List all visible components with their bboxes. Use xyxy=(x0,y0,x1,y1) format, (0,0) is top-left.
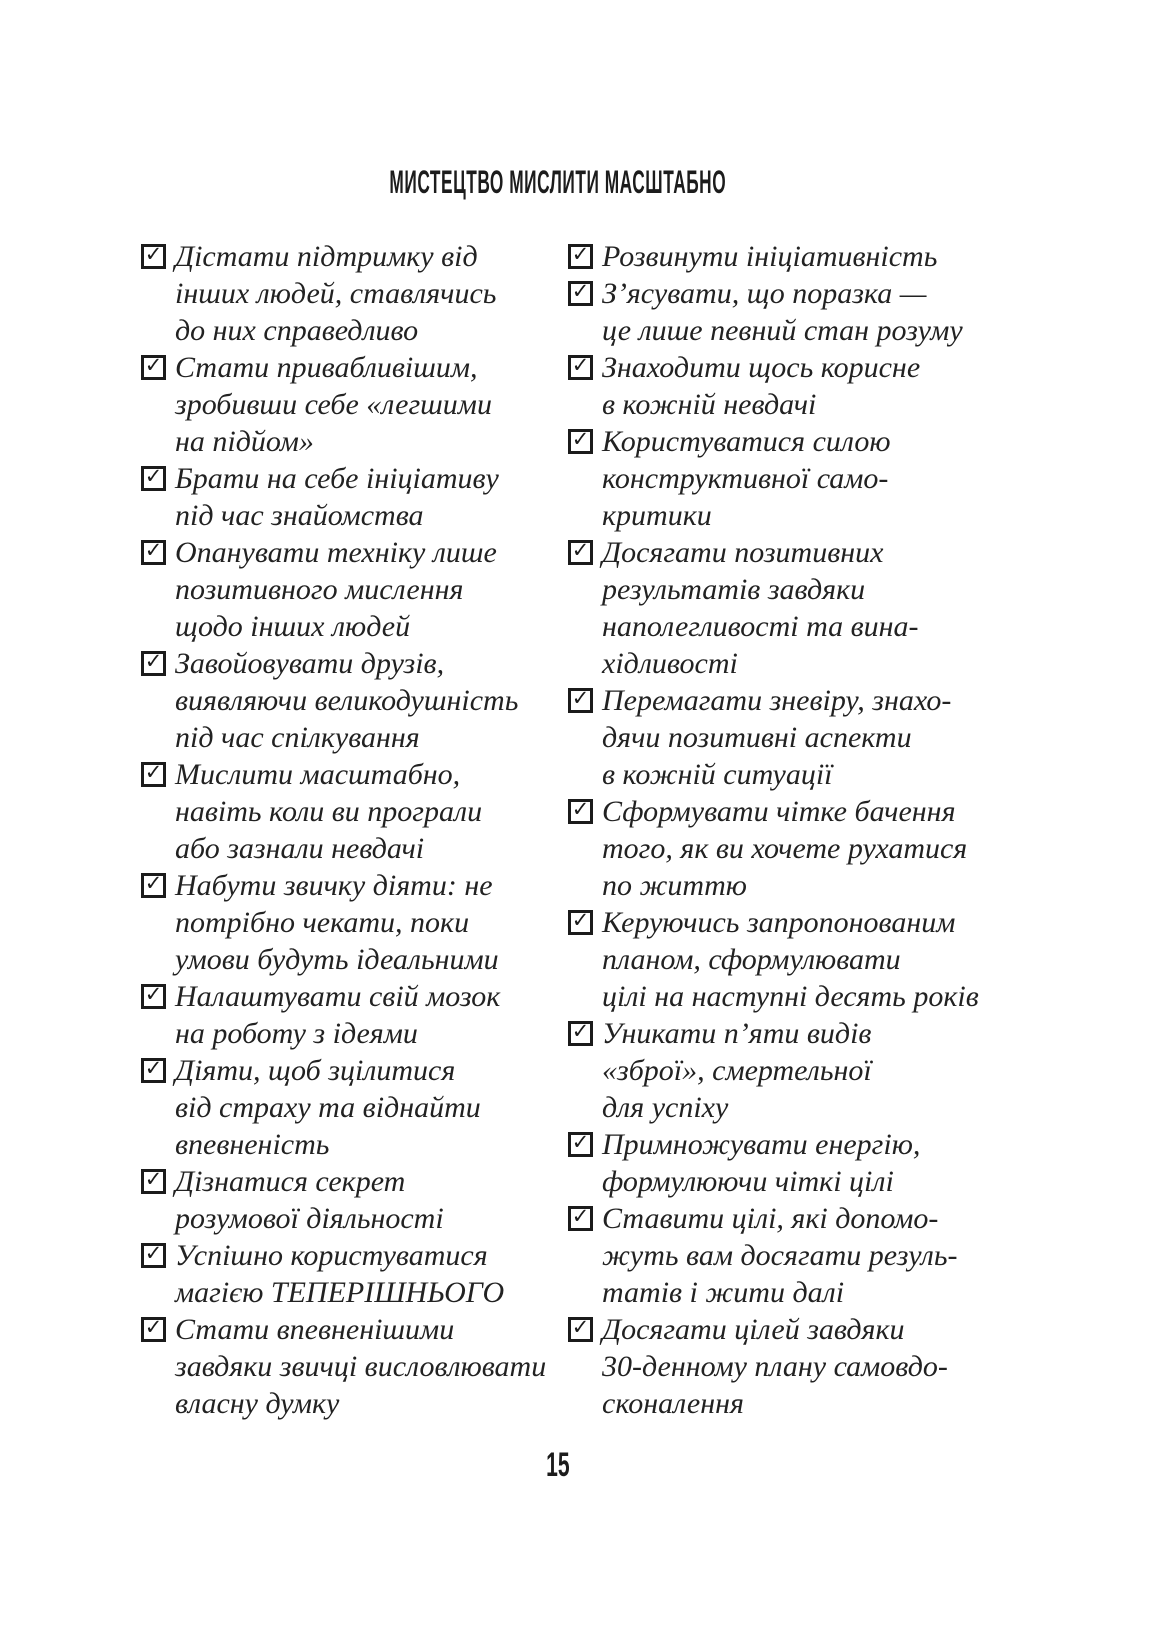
checkbox-cell xyxy=(141,534,175,565)
text-line: по життю xyxy=(602,869,747,902)
checklist-item xyxy=(141,349,568,460)
checklist-item xyxy=(141,534,568,645)
checkbox-cell xyxy=(568,904,602,935)
checklist-column-left xyxy=(141,238,568,1422)
checklist-item xyxy=(568,238,988,275)
checked-checkbox-icon xyxy=(141,244,166,269)
checklist-item xyxy=(141,756,568,867)
checklist-item xyxy=(141,867,568,978)
checkbox-cell xyxy=(141,1163,175,1194)
checklist-item xyxy=(568,534,988,682)
checklist-item xyxy=(141,1311,568,1422)
checklist-item-text xyxy=(602,349,920,423)
checklist-item-text xyxy=(602,682,951,793)
checkbox-cell xyxy=(141,349,175,380)
text-line: Набути звичку діяти: не xyxy=(175,869,493,902)
text-line: на підйом» xyxy=(175,425,314,458)
check-mark-icon: ✓ xyxy=(571,797,590,821)
text-line: планом, сформулювати xyxy=(602,943,901,976)
text-line: Користуватися силою xyxy=(602,425,891,458)
checkbox-cell xyxy=(141,978,175,1009)
check-mark-icon: ✓ xyxy=(571,1315,590,1339)
checked-checkbox-icon xyxy=(141,1169,166,1194)
checked-checkbox-icon xyxy=(141,762,166,787)
check-mark-icon: ✓ xyxy=(571,279,590,303)
text-line: дячи позитивні аспекти xyxy=(602,721,912,754)
text-line: жуть вам досягати резуль- xyxy=(602,1239,958,1272)
text-line: Досягати позитивних xyxy=(602,536,884,569)
checked-checkbox-icon xyxy=(568,1206,593,1231)
checked-checkbox-icon xyxy=(568,429,593,454)
text-line: Досягати цілей завдяки xyxy=(602,1313,905,1346)
checklist-item xyxy=(568,1200,988,1311)
checklist-item-text xyxy=(175,1052,481,1163)
text-line: цілі на наступні десять років xyxy=(602,980,979,1013)
checkbox-cell xyxy=(568,534,602,565)
check-mark-icon: ✓ xyxy=(144,464,163,488)
text-line: Діяти, щоб зцілитися xyxy=(175,1054,456,1087)
checklist-item xyxy=(141,238,568,349)
checkbox-cell xyxy=(568,682,602,713)
checked-checkbox-icon xyxy=(141,1317,166,1342)
checked-checkbox-icon xyxy=(568,1132,593,1157)
text-line: результатів завдяки xyxy=(602,573,866,606)
checklist-item-text xyxy=(602,423,891,534)
checkbox-cell xyxy=(141,756,175,787)
checklist-item-text xyxy=(175,1163,444,1237)
check-mark-icon: ✓ xyxy=(571,1130,590,1154)
check-mark-icon: ✓ xyxy=(571,538,590,562)
check-mark-icon: ✓ xyxy=(144,1241,163,1265)
text-line: наполегливості та вина- xyxy=(602,610,919,643)
checked-checkbox-icon xyxy=(141,355,166,380)
text-line: щодо інших людей xyxy=(175,610,411,643)
check-mark-icon: ✓ xyxy=(571,353,590,377)
checklist-item-text xyxy=(602,238,937,275)
text-line: Завойовувати друзів, xyxy=(175,647,445,680)
text-line: Розвинути ініціативність xyxy=(602,240,938,273)
checklist-item xyxy=(568,275,988,349)
checklist-item-text xyxy=(175,645,518,756)
text-line: завдяки звичці висловлювати xyxy=(175,1350,547,1383)
checklist-item-text xyxy=(602,1126,920,1200)
checkbox-cell xyxy=(141,867,175,898)
checklist-item xyxy=(141,1052,568,1163)
text-line: під час знайомства xyxy=(175,499,424,532)
text-line: на роботу з ідеями xyxy=(175,1017,418,1050)
text-line: Стати впевненішими xyxy=(175,1313,455,1346)
text-line: 30-денному плану самовдо- xyxy=(602,1350,948,1383)
checklist-item-text xyxy=(175,978,500,1052)
checkbox-cell xyxy=(568,238,602,269)
checklist-item-text xyxy=(175,534,497,645)
text-line: Дістати підтримку від xyxy=(175,240,478,273)
text-line: З’ясувати, що поразка — xyxy=(602,277,927,310)
text-line: магією ТЕПЕРІШНЬОГО xyxy=(175,1276,505,1309)
text-line: Брати на себе ініціативу xyxy=(175,462,499,495)
text-line: формулюючи чіткі цілі xyxy=(602,1165,894,1198)
text-line: або зазнали невдачі xyxy=(175,832,425,865)
text-line: Знаходити щось корисне xyxy=(602,351,921,384)
check-mark-icon: ✓ xyxy=(571,242,590,266)
text-line: конструктивної само- xyxy=(602,462,889,495)
check-mark-icon: ✓ xyxy=(144,1056,163,1080)
checklist-item xyxy=(141,645,568,756)
checklist-column-right xyxy=(568,238,988,1422)
check-mark-icon: ✓ xyxy=(144,538,163,562)
checkbox-cell xyxy=(141,1237,175,1268)
text-line: Стати привабливішим, xyxy=(175,351,478,384)
checkbox-cell xyxy=(568,1200,602,1231)
text-line: критики xyxy=(602,499,712,532)
page-title: МИСТЕЦТВО МИСЛИТИ МАСШТАБНО xyxy=(389,164,727,200)
check-mark-icon: ✓ xyxy=(571,427,590,451)
check-mark-icon: ✓ xyxy=(571,908,590,932)
checklist-item-text xyxy=(602,904,979,1015)
text-line: Успішно користуватися xyxy=(175,1239,488,1272)
text-line: умови будуть ідеальними xyxy=(175,943,499,976)
checkbox-cell xyxy=(141,238,175,269)
checked-checkbox-icon xyxy=(141,466,166,491)
text-line: впевненість xyxy=(175,1128,330,1161)
checked-checkbox-icon xyxy=(568,1317,593,1342)
page-footer xyxy=(141,1448,975,1482)
checked-checkbox-icon xyxy=(568,688,593,713)
checklist-item xyxy=(568,904,988,1015)
checked-checkbox-icon xyxy=(141,540,166,565)
page-number: 15 xyxy=(546,1446,570,1484)
check-mark-icon: ✓ xyxy=(144,1167,163,1191)
text-line: Уникати п’яти видів xyxy=(602,1017,872,1050)
text-line: в кожній ситуації xyxy=(602,758,833,791)
checkbox-cell xyxy=(568,423,602,454)
checklist-item xyxy=(568,1015,988,1126)
checkbox-cell xyxy=(568,1015,602,1046)
checklist-item xyxy=(568,1126,988,1200)
check-mark-icon: ✓ xyxy=(144,242,163,266)
text-line: потрібно чекати, поки xyxy=(175,906,470,939)
text-line: того, як ви хочете рухатися xyxy=(602,832,968,865)
checked-checkbox-icon xyxy=(568,244,593,269)
checklist xyxy=(141,238,988,1422)
text-line: для успіху xyxy=(602,1091,729,1124)
text-line: власну думку xyxy=(175,1387,340,1420)
checkbox-cell xyxy=(141,645,175,676)
checkbox-cell xyxy=(568,793,602,824)
checkbox-cell xyxy=(141,1311,175,1342)
checklist-item-text xyxy=(602,1200,957,1311)
checklist-item-text xyxy=(602,534,919,682)
text-line: Сформувати чітке бачення xyxy=(602,795,956,828)
checklist-item-text xyxy=(175,349,492,460)
checklist-item-text xyxy=(175,867,499,978)
checked-checkbox-icon xyxy=(568,799,593,824)
text-line: Налаштувати свій мозок xyxy=(175,980,501,1013)
text-line: позитивного мислення xyxy=(175,573,464,606)
text-line: виявляючи великодушність xyxy=(175,684,519,717)
running-head xyxy=(141,166,975,198)
check-mark-icon: ✓ xyxy=(144,871,163,895)
text-line: це лише певний стан розуму xyxy=(602,314,963,347)
text-line: під час спілкування xyxy=(175,721,420,754)
text-line: Перемагати зневіру, знахо- xyxy=(602,684,952,717)
checked-checkbox-icon xyxy=(141,651,166,676)
checklist-item-text xyxy=(602,275,963,349)
checklist-item-text xyxy=(602,793,967,904)
text-line: Примножувати енергію, xyxy=(602,1128,921,1161)
text-line: Ставити цілі, які допомо- xyxy=(602,1202,939,1235)
checked-checkbox-icon xyxy=(568,540,593,565)
text-line: до них справедливо xyxy=(175,314,419,347)
checked-checkbox-icon xyxy=(141,873,166,898)
check-mark-icon: ✓ xyxy=(144,1315,163,1339)
checklist-item-text xyxy=(175,1237,504,1311)
checkbox-cell xyxy=(568,275,602,306)
checklist-item-text xyxy=(175,756,482,867)
checklist-item xyxy=(568,423,988,534)
text-line: Опанувати техніку лише xyxy=(175,536,497,569)
text-line: зробивши себе «легшими xyxy=(175,388,492,421)
checklist-item xyxy=(568,349,988,423)
checklist-item-text xyxy=(602,1015,872,1126)
checked-checkbox-icon xyxy=(141,1058,166,1083)
checklist-item-text xyxy=(602,1311,948,1422)
text-line: розумової діяльності xyxy=(175,1202,444,1235)
checkbox-cell xyxy=(568,1126,602,1157)
checklist-item xyxy=(141,460,568,534)
checklist-item xyxy=(141,1163,568,1237)
checked-checkbox-icon xyxy=(568,355,593,380)
text-line: татів і жити далі xyxy=(602,1276,845,1309)
checkbox-cell xyxy=(568,349,602,380)
checklist-item xyxy=(568,682,988,793)
text-line: в кожній невдачі xyxy=(602,388,817,421)
checked-checkbox-icon xyxy=(568,1021,593,1046)
checked-checkbox-icon xyxy=(568,281,593,306)
checklist-item xyxy=(568,793,988,904)
text-line: інших людей, ставлячись xyxy=(175,277,497,310)
check-mark-icon: ✓ xyxy=(144,353,163,377)
checkbox-cell xyxy=(141,1052,175,1083)
text-line: від страху та віднайти xyxy=(175,1091,481,1124)
text-line: сконалення xyxy=(602,1387,744,1420)
text-line: Дізнатися секрет xyxy=(175,1165,406,1198)
checked-checkbox-icon xyxy=(141,1243,166,1268)
checklist-item-text xyxy=(175,238,496,349)
check-mark-icon: ✓ xyxy=(144,649,163,673)
checklist-item xyxy=(141,1237,568,1311)
checkbox-cell xyxy=(568,1311,602,1342)
check-mark-icon: ✓ xyxy=(144,760,163,784)
checkbox-cell xyxy=(141,460,175,491)
checklist-item-text xyxy=(175,1311,546,1422)
check-mark-icon: ✓ xyxy=(144,982,163,1006)
checked-checkbox-icon xyxy=(141,984,166,1009)
checklist-item xyxy=(568,1311,988,1422)
check-mark-icon: ✓ xyxy=(571,1204,590,1228)
checklist-item-text xyxy=(175,460,499,534)
text-line: Керуючись запропонованим xyxy=(602,906,956,939)
check-mark-icon: ✓ xyxy=(571,686,590,710)
text-line: Мислити масштабно, xyxy=(175,758,461,791)
text-line: навіть коли ви програли xyxy=(175,795,483,828)
text-line: хідливості xyxy=(602,647,738,680)
text-line: «зброї», смертельної xyxy=(602,1054,872,1087)
checked-checkbox-icon xyxy=(568,910,593,935)
check-mark-icon: ✓ xyxy=(571,1019,590,1043)
checklist-item xyxy=(141,978,568,1052)
